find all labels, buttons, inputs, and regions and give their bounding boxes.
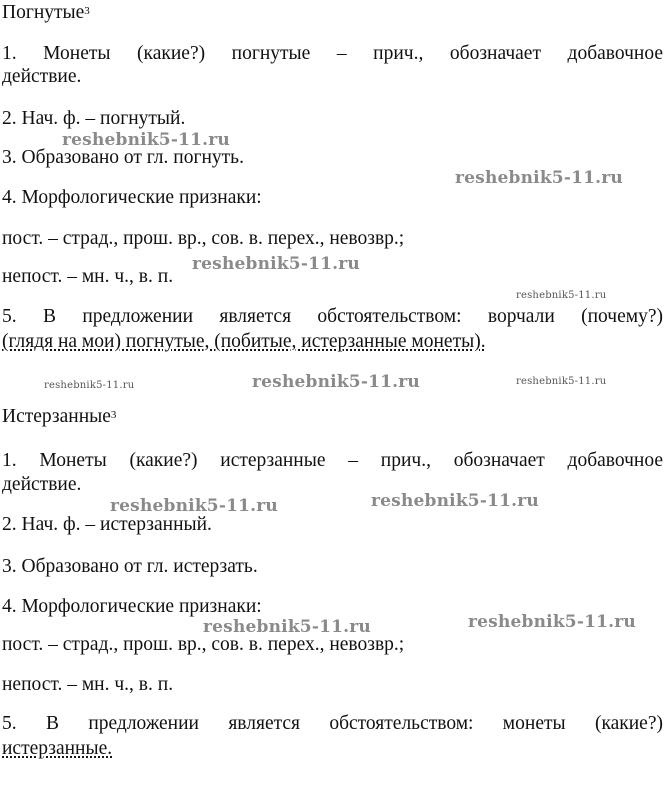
section2-line5: пост. – страд., прош. вр., сов. в. перех., невозвр.; — [2, 634, 405, 655]
section1-line2: 2. Нач. ф. – погнутый. — [2, 108, 186, 129]
section1-line6: непост. – мн. ч., в. п. — [2, 266, 174, 287]
section1-line1: 1. Монеты (какие?) погнутые – прич., обозначает добавочное — [2, 43, 663, 64]
section1-line7b — [2, 331, 663, 353]
watermark: reshebnik5-11.ru — [110, 496, 278, 516]
section1-line3: 3. Образовано от гл. погнуть. — [2, 147, 244, 168]
section1-line7b-text: (глядя на мои) погнутые, (побитые, истерзанные монеты). — [2, 331, 486, 352]
section1-line7: 5. В предложении является обстоятельством: ворчали (почему?) — [2, 306, 663, 327]
watermark: reshebnik5-11.ru — [371, 491, 539, 511]
watermark: reshebnik5-11.ru — [192, 254, 360, 274]
section1-line4: 4. Морфологические признаки: — [2, 187, 262, 208]
watermark: reshebnik5-11.ru — [468, 612, 636, 632]
section2-line1b: действие. — [2, 474, 82, 495]
section1-line5: пост. – страд., прош. вр., сов. в. перех., невозвр.; — [2, 228, 405, 249]
watermark: reshebnik5-11.ru — [516, 376, 607, 387]
section2-line4: 4. Морфологические признаки: — [2, 596, 262, 617]
watermark: reshebnik5-11.ru — [455, 168, 623, 188]
section2-line1: 1. Монеты (какие?) истерзанные – прич., обозначает добавочное — [2, 450, 663, 471]
section2-heading-sup: 3 — [110, 409, 117, 421]
watermark: reshebnik5-11.ru — [516, 290, 607, 301]
section2-line7b — [2, 738, 663, 760]
section2-heading-text: Истерзанные — [2, 406, 111, 427]
section1-heading — [2, 2, 663, 24]
section2-line6: непост. – мн. ч., в. п. — [2, 674, 174, 695]
section1-heading-text: Погнутые — [2, 2, 85, 23]
watermark: reshebnik5-11.ru — [252, 372, 420, 392]
section1-line1b: действие. — [2, 66, 82, 87]
watermark: reshebnik5-11.ru — [44, 380, 135, 391]
section1-heading-sup: 3 — [84, 5, 90, 17]
watermark: reshebnik5-11.ru — [203, 617, 371, 637]
section2-line3: 3. Образовано от гл. истерзать. — [2, 556, 258, 577]
section2-line7: 5. В предложении является обстоятельством: монеты (какие?) — [2, 713, 663, 734]
watermark: reshebnik5-11.ru — [62, 130, 230, 150]
section2-line2: 2. Нач. ф. – истерзанный. — [2, 514, 212, 535]
section2-heading — [2, 406, 663, 428]
section2-line7b-text: истерзанные. — [2, 738, 113, 759]
